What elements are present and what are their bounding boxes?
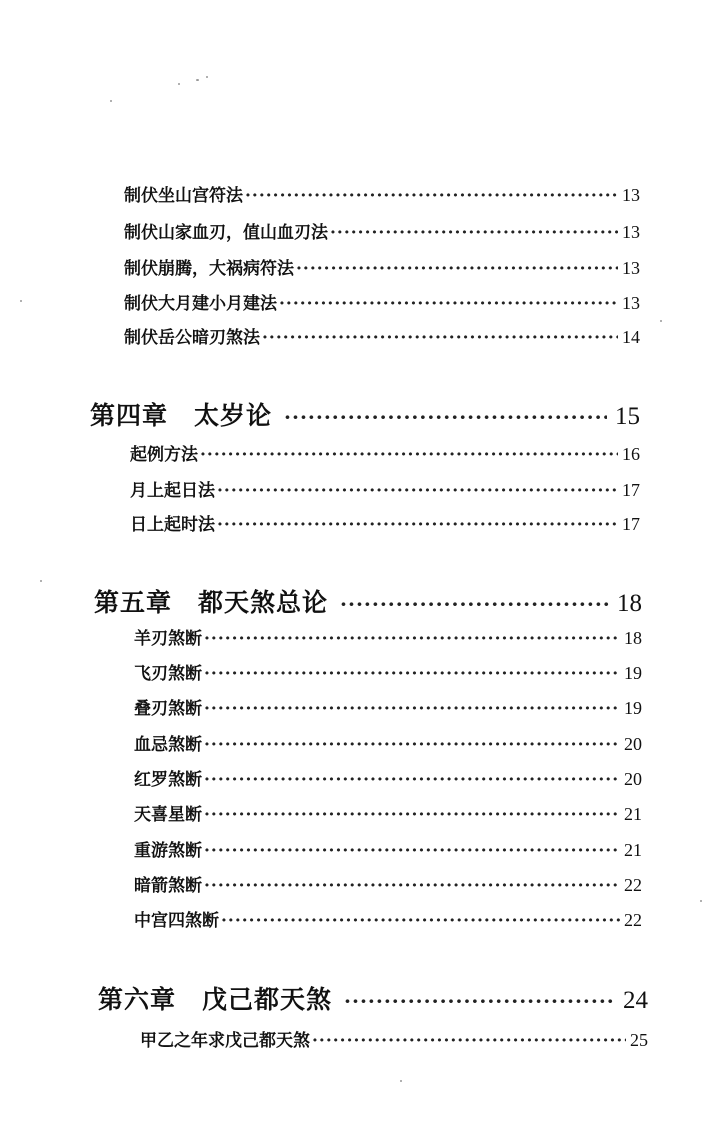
toc-entry-label: 起例方法 (130, 445, 198, 465)
leader-dots (204, 735, 620, 755)
leader-dots (330, 223, 618, 243)
scan-speck (40, 580, 42, 582)
toc-entry-page: 25 (630, 1030, 648, 1050)
toc-entry-page: 13 (622, 258, 640, 278)
toc-entry (124, 289, 640, 314)
toc-entry-label: 飞刃煞断 (134, 664, 202, 684)
leader-dots (344, 989, 615, 1013)
toc-entry-label: 日上起时法 (130, 515, 215, 535)
chapter-page: 15 (615, 403, 640, 430)
toc-entry-label: 叠刃煞断 (134, 699, 202, 719)
toc-entry (124, 181, 640, 206)
leader-dots (204, 841, 620, 861)
scan-speck (660, 320, 662, 322)
leader-dots (221, 911, 620, 931)
toc-entry-label: 红罗煞断 (134, 770, 202, 790)
leader-dots (204, 664, 620, 684)
leader-dots (340, 592, 609, 616)
toc-entry-label: 制伏崩腾，大祸病符法 (124, 259, 294, 279)
scan-speck (110, 100, 112, 102)
leader-dots (217, 481, 618, 501)
toc-entry-label: 制伏坐山宫符法 (124, 186, 243, 206)
toc-entry-page: 22 (624, 875, 642, 895)
toc-entry-page: 14 (622, 327, 640, 347)
leader-dots (312, 1031, 626, 1051)
scan-speck (20, 300, 22, 302)
leader-dots (200, 445, 618, 465)
toc-entry-label: 羊刃煞断 (134, 629, 202, 649)
toc-chapter-heading (90, 396, 640, 432)
toc-entry (124, 218, 640, 243)
toc-entry (130, 440, 640, 465)
leader-dots (204, 699, 620, 719)
toc-entry-label: 重游煞断 (134, 841, 202, 861)
toc-entry (134, 659, 642, 684)
chapter-page: 18 (617, 590, 642, 617)
toc-entry-label: 暗箭煞断 (134, 876, 202, 896)
leader-dots (204, 876, 620, 896)
toc-entry-page: 20 (624, 769, 642, 789)
chapter-page: 24 (623, 987, 648, 1014)
toc-entry (124, 254, 640, 279)
toc-entry-page: 21 (624, 840, 642, 860)
toc-chapter-heading (94, 583, 642, 619)
toc-entry-page: 13 (622, 222, 640, 242)
toc-entry-label: 月上起日法 (130, 481, 215, 501)
scan-speck (178, 83, 180, 85)
leader-dots (284, 405, 607, 429)
toc-entry (134, 906, 642, 931)
toc-entry-label: 甲乙之年求戊己都天煞 (140, 1031, 310, 1051)
toc-entry-label: 制伏山家血刃，值山血刃法 (124, 223, 328, 243)
leader-dots (204, 805, 620, 825)
scan-speck (700, 900, 702, 902)
toc-entry-page: 21 (624, 804, 642, 824)
toc-entry (130, 476, 640, 501)
toc-entry (134, 624, 642, 649)
toc-entry-page: 20 (624, 734, 642, 754)
toc-entry (134, 836, 642, 861)
toc-entry (134, 765, 642, 790)
toc-entry-label: 制伏岳公暗刃煞法 (124, 328, 260, 348)
scan-speck (196, 79, 199, 81)
toc-entry-label: 血忌煞断 (134, 735, 202, 755)
toc-entry (124, 323, 640, 348)
toc-entry-page: 22 (624, 910, 642, 930)
toc-entry-page: 19 (624, 698, 642, 718)
toc-entry (134, 800, 642, 825)
leader-dots (262, 328, 618, 348)
toc-entry (134, 730, 642, 755)
toc-entry (140, 1026, 648, 1051)
toc-entry (134, 871, 642, 896)
toc-chapter-heading (98, 980, 648, 1016)
leader-dots (217, 515, 618, 535)
leader-dots (204, 629, 620, 649)
toc-entry-label: 中宫四煞断 (134, 911, 219, 931)
leader-dots (245, 186, 618, 206)
scan-speck (400, 1080, 402, 1082)
toc-entry-page: 16 (622, 444, 640, 464)
toc-entry (130, 510, 640, 535)
toc-entry-page: 13 (622, 293, 640, 313)
scan-speck (206, 76, 208, 78)
toc-entry-page: 13 (622, 185, 640, 205)
chapter-title: 第六章 戊己都天煞 (98, 985, 333, 1014)
toc-entry-page: 17 (622, 480, 640, 500)
toc-entry-page: 18 (624, 628, 642, 648)
toc-entry-label: 天喜星断 (134, 805, 202, 825)
toc-entry-page: 19 (624, 663, 642, 683)
chapter-title: 第五章 都天煞总论 (94, 588, 329, 617)
leader-dots (204, 770, 620, 790)
toc-entry-label: 制伏大月建小月建法 (124, 294, 277, 314)
leader-dots (279, 294, 618, 314)
toc-entry (134, 694, 642, 719)
toc-entry-page: 17 (622, 514, 640, 534)
chapter-title: 第四章 太岁论 (90, 401, 273, 430)
leader-dots (296, 259, 618, 279)
